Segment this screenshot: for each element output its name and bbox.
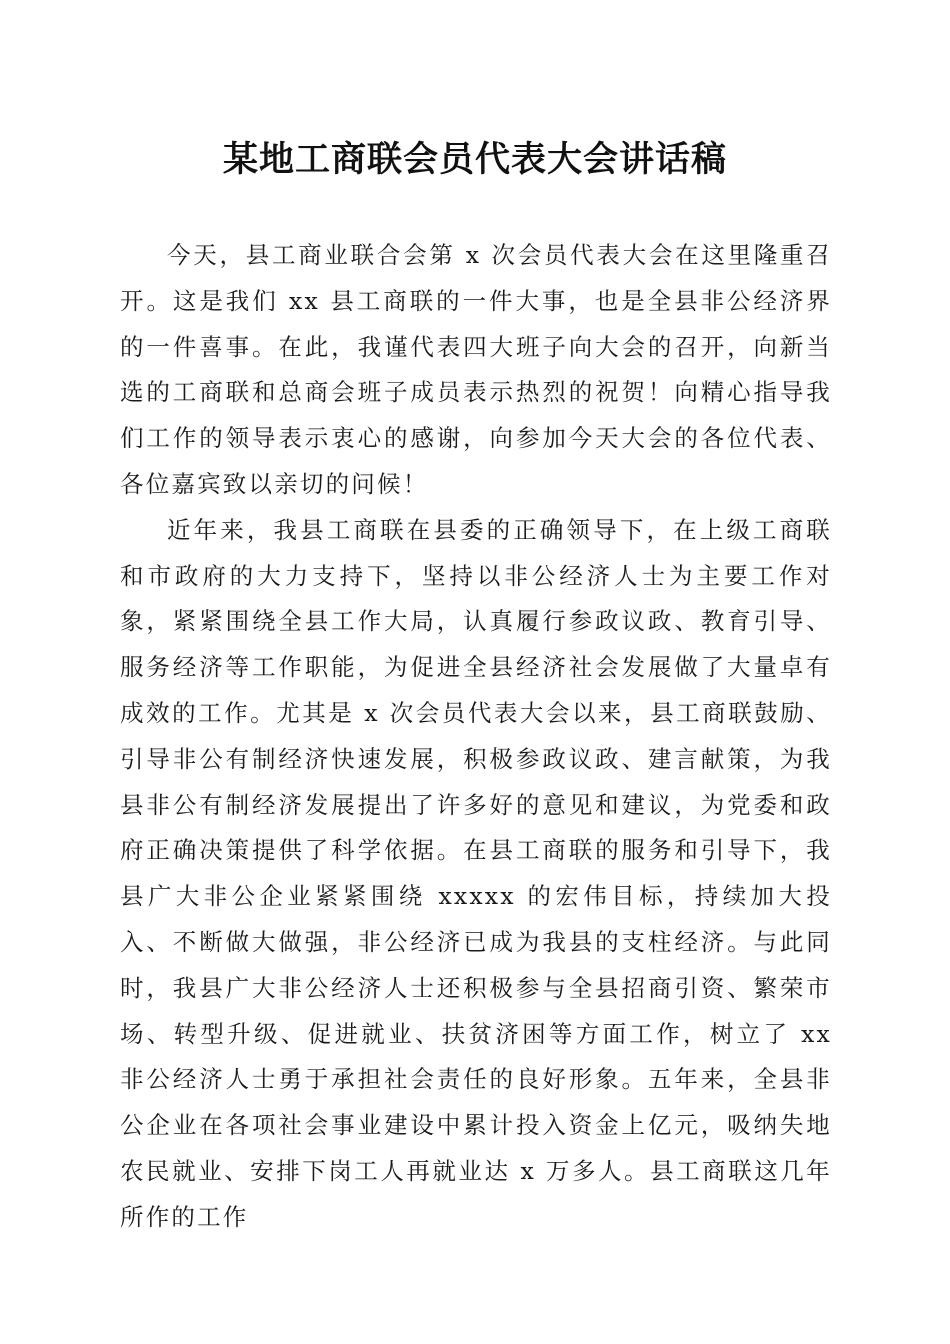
document-title: 某地工商联会员代表大会讲话稿: [222, 139, 727, 180]
paragraph-opening: 今天，县工商业联合会第 x 次会员代表大会在这里隆重召开。这是我们 xx 县工商联的一件大事，也是全县非公经济界的一件喜事。在此，我谨代表四大班子向大会的召开，向新当选的工商联和总商会班子成员表示热烈的祝贺！向精心指导我们工作的领导表示衷心的感谢，向参加今天大会的各位代表、各位嘉宾致以亲切的问候！: [120, 241, 832, 498]
paragraph-achievements: 近年来，我县工商联在县委的正确领导下，在上级工商联和市政府的大力支持下，坚持以非公经济人士为主要工作对象，紧紧围绕全县工作大局，认真履行参政议政、教育引导、服务经济等工作职能，为促进全县经济社会发展做了大量卓有成效的工作。尤其是 x 次会员代表大会以来，县工商联鼓励、引导非公有制经济快速发展，积极参政议政、建言献策，为我县非公有制经济发展提出了许多好的意见和建议，为党委和政府正确决策提供了科学依据。在县工商联的服务和引导下，我县广大非公企业紧紧围绕 xxxxx 的宏伟目标，持续加大投入、不断做大做强，非公经济已成为我县的支柱经济。与此同时，我县广大非公经济人士还积极参与全县招商引资、繁荣市场、转型升级、促进就业、扶贫济困等方面工作，树立了 xx 非公经济人士勇于承担社会责任的良好形象。五年来，全县非公企业在各项社会事业建设中累计投入资金上亿元，吸纳失地农民就业、安排下岗工人再就业达 x 万多人。县工商联这几年所作的工作: [120, 515, 832, 1231]
document-body: [120, 233, 832, 1241]
